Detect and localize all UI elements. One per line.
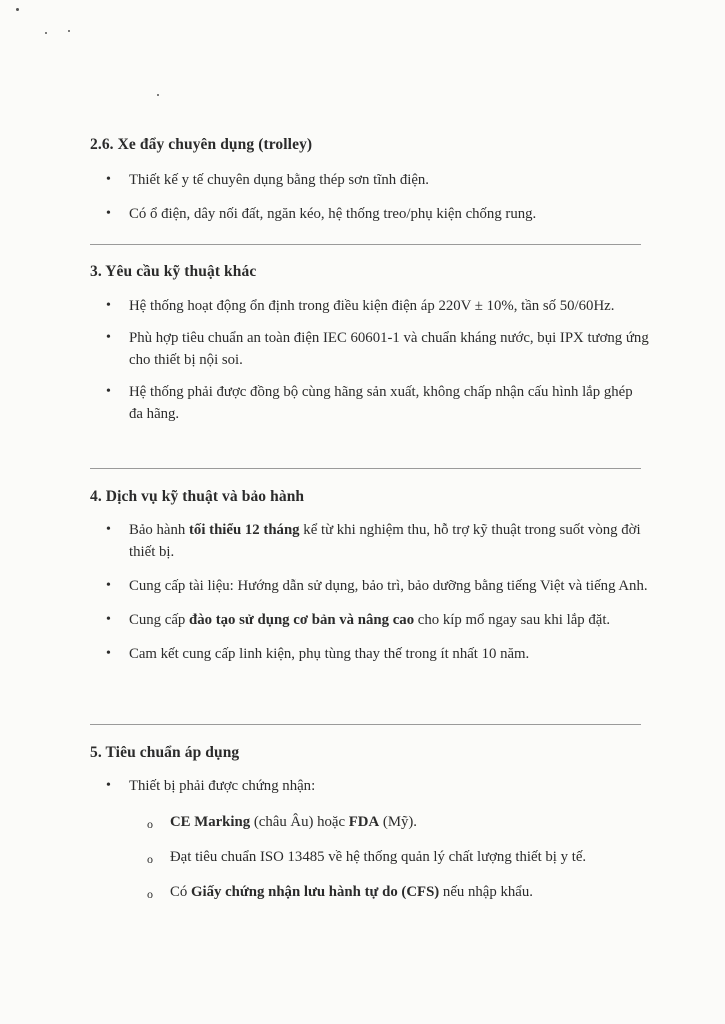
text: cho kíp mổ ngay sau khi lắp đặt. bbox=[414, 612, 611, 628]
text: Có bbox=[170, 884, 191, 900]
sub-list-item: o Đạt tiêu chuẩn ISO 13485 về hệ thống quản lý chất lượng thiết bị y tế. bbox=[90, 846, 650, 868]
list-item: • Cung cấp tài liệu: Hướng dẫn sử dụng, bảo trì, bảo dưỡng bằng tiếng Việt và tiếng Anh. bbox=[90, 575, 650, 597]
text: kể từ khi nghiệm thu, hỗ trợ kỹ thuật trong suốt vòng đời thiết bị. bbox=[129, 522, 641, 560]
bullet-list bbox=[90, 295, 650, 425]
list-item: • Thiết kế y tế chuyên dụng bằng thép sơn tĩnh điện. bbox=[90, 169, 650, 191]
list-item: • Cam kết cung cấp linh kiện, phụ tùng thay thế trong ít nhất 10 năm. bbox=[90, 643, 650, 665]
sub-list-item bbox=[90, 881, 650, 903]
bullet-list bbox=[90, 519, 650, 665]
section-heading: 5. Tiêu chuẩn áp dụng bbox=[90, 744, 240, 761]
divider bbox=[90, 724, 641, 725]
section-heading: 4. Dịch vụ kỹ thuật và bảo hành bbox=[90, 488, 305, 505]
section-4 bbox=[90, 488, 650, 665]
bullet-list bbox=[90, 775, 650, 797]
list-item: • Thiết bị phải được chứng nhận: bbox=[90, 775, 650, 797]
scan-speck bbox=[45, 32, 47, 34]
scan-speck bbox=[16, 8, 19, 11]
bold-text: FDA bbox=[348, 814, 380, 830]
list-item: • Hệ thống hoạt động ổn định trong điều kiện điện áp 220V ± 10%, tần số 50/60Hz. bbox=[90, 295, 650, 317]
text: (châu Âu) hoặc bbox=[250, 814, 349, 830]
list-item: • Hệ thống phải được đồng bộ cùng hãng sản xuất, không chấp nhận cấu hình lắp ghép đa hãng. bbox=[90, 381, 650, 425]
list-item: • Phù hợp tiêu chuẩn an toàn điện IEC 60601-1 và chuẩn kháng nước, bụi IPX tương ứng cho thiết bị nội soi. bbox=[90, 327, 650, 371]
list-item bbox=[90, 519, 650, 563]
section-heading: 3. Yêu cầu kỹ thuật khác bbox=[90, 263, 257, 280]
divider bbox=[90, 244, 641, 245]
sub-list-item bbox=[90, 811, 650, 833]
bold-text: tối thiểu 12 tháng bbox=[189, 522, 300, 538]
list-item bbox=[90, 609, 650, 631]
scan-speck bbox=[157, 94, 159, 96]
section-heading: 2.6. Xe đẩy chuyên dụng (trolley) bbox=[90, 136, 313, 153]
scan-speck bbox=[68, 30, 70, 32]
section-5 bbox=[90, 744, 650, 903]
text: nếu nhập khẩu. bbox=[439, 884, 533, 900]
section-2-6 bbox=[90, 136, 650, 225]
bold-text: CE Marking bbox=[170, 814, 251, 830]
bold-text: đào tạo sử dụng cơ bản và nâng cao bbox=[189, 612, 415, 628]
text: Bảo hành bbox=[129, 522, 189, 538]
bullet-list bbox=[90, 169, 650, 225]
text: (Mỹ). bbox=[379, 814, 417, 830]
bold-text: Giấy chứng nhận lưu hành tự do (CFS) bbox=[190, 884, 440, 900]
divider bbox=[90, 468, 641, 469]
text: Cung cấp bbox=[129, 612, 189, 628]
section-3 bbox=[90, 263, 650, 425]
list-item: • Có ổ điện, dây nối đất, ngăn kéo, hệ thống treo/phụ kiện chống rung. bbox=[90, 203, 650, 225]
sub-list bbox=[90, 811, 650, 903]
